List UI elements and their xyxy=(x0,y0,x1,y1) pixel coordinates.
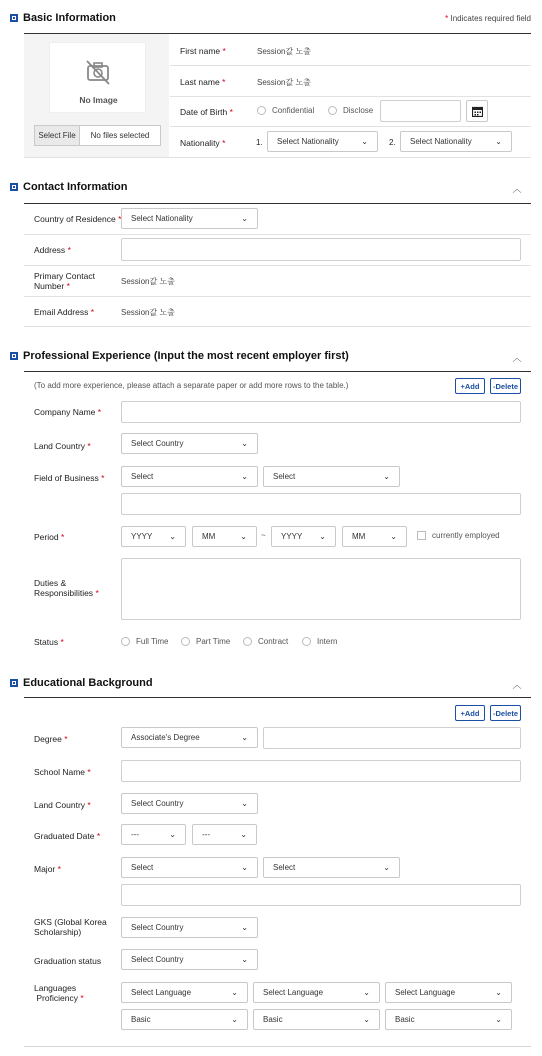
email-label: Email Address * xyxy=(34,307,95,317)
status-label: Status * xyxy=(34,637,64,647)
country-residence-select[interactable]: Select Nationality ⌄ xyxy=(121,208,258,229)
chevron-down-icon: ⌄ xyxy=(383,863,390,872)
edu-land-country-select[interactable]: Select Country ⌄ xyxy=(121,793,258,814)
degree-select[interactable]: Associate's Degree ⌄ xyxy=(121,727,258,748)
major-input[interactable] xyxy=(121,884,521,906)
chevron-down-icon: ⌄ xyxy=(363,988,370,997)
collapse-experience-icon[interactable]: ︿ xyxy=(512,353,522,363)
collapse-education-icon[interactable]: ︿ xyxy=(512,680,522,690)
company-name-label: Company Name * xyxy=(34,407,102,417)
no-image-icon xyxy=(83,57,113,87)
chevron-down-icon: ⌄ xyxy=(241,439,248,448)
period-end-year-select[interactable]: YYYY ⌄ xyxy=(271,526,336,547)
language-select-2[interactable]: Select Language ⌄ xyxy=(253,982,380,1003)
language-level-select-1[interactable]: Basic ⌄ xyxy=(121,1009,248,1030)
section-title-contact: Contact Information xyxy=(10,181,128,193)
language-select-1[interactable]: Select Language ⌄ xyxy=(121,982,248,1003)
gks-select[interactable]: Select Country ⌄ xyxy=(121,917,258,938)
chevron-down-icon: ⌄ xyxy=(241,863,248,872)
field-business-select-1[interactable]: Select ⌄ xyxy=(121,466,258,487)
duties-label: Duties & Responsibilities * xyxy=(34,578,99,598)
status-radio-contract[interactable]: Contract xyxy=(243,637,288,646)
field-business-input[interactable] xyxy=(121,493,521,515)
file-name-field: No files selected xyxy=(79,125,161,146)
graduation-status-select[interactable]: Select Country ⌄ xyxy=(121,949,258,970)
period-start-month-select[interactable]: MM ⌄ xyxy=(192,526,257,547)
delete-education-button[interactable]: -Delete xyxy=(490,705,521,721)
period-label: Period * xyxy=(34,532,65,542)
currently-employed-checkbox[interactable]: currently employed xyxy=(417,531,500,540)
first-name-label: First name * xyxy=(180,46,226,56)
section-square-icon xyxy=(10,352,18,360)
chevron-down-icon: ⌄ xyxy=(361,137,368,146)
status-radio-full-time[interactable]: Full Time xyxy=(121,637,168,646)
degree-input[interactable] xyxy=(263,727,521,749)
chevron-down-icon: ⌄ xyxy=(495,137,502,146)
email-value: Session값 노출 xyxy=(121,308,175,317)
degree-label: Degree * xyxy=(34,734,68,744)
nationality-num-2: 2. xyxy=(389,138,396,147)
required-note: * Indicates required field xyxy=(445,14,531,23)
experience-note: (To add more experience, please attach a separate paper or add more rows to the table.) xyxy=(34,381,349,390)
section-square-icon xyxy=(10,679,18,687)
chevron-down-icon: ⌄ xyxy=(383,472,390,481)
address-input[interactable] xyxy=(121,238,521,261)
nationality-num-1: 1. xyxy=(256,138,263,147)
last-name-label: Last name * xyxy=(180,77,226,87)
section-square-icon xyxy=(10,183,18,191)
chevron-down-icon: ⌄ xyxy=(241,472,248,481)
nationality-label: Nationality * xyxy=(180,138,226,148)
graduation-status-label: Graduation status xyxy=(34,956,102,966)
calendar-button[interactable] xyxy=(466,100,488,122)
chevron-down-icon: ⌄ xyxy=(319,532,326,541)
dob-radio-disclose[interactable]: Disclose xyxy=(328,106,373,115)
dob-radio-confidential[interactable]: Confidential xyxy=(257,106,314,115)
exp-land-country-select[interactable]: Select Country ⌄ xyxy=(121,433,258,454)
chevron-down-icon: ⌄ xyxy=(495,988,502,997)
phone-value: Session값 노출 xyxy=(121,277,175,286)
collapse-contact-icon[interactable]: ︿ xyxy=(512,184,522,194)
major-label: Major * xyxy=(34,864,61,874)
section-title-basic: Basic Information xyxy=(10,12,116,24)
delete-experience-button[interactable]: -Delete xyxy=(490,378,521,394)
school-name-label: School Name * xyxy=(34,767,91,777)
chevron-down-icon: ⌄ xyxy=(363,1015,370,1024)
language-level-select-3[interactable]: Basic ⌄ xyxy=(385,1009,512,1030)
chevron-down-icon: ⌄ xyxy=(169,830,176,839)
language-level-select-2[interactable]: Basic ⌄ xyxy=(253,1009,380,1030)
chevron-down-icon: ⌄ xyxy=(231,1015,238,1024)
field-business-select-2[interactable]: Select ⌄ xyxy=(263,466,400,487)
period-start-year-select[interactable]: YYYY ⌄ xyxy=(121,526,186,547)
period-end-month-select[interactable]: MM ⌄ xyxy=(342,526,407,547)
select-file-button[interactable]: Select File xyxy=(34,125,80,146)
major-select-1[interactable]: Select ⌄ xyxy=(121,857,258,878)
major-select-2[interactable]: Select ⌄ xyxy=(263,857,400,878)
exp-land-country-label: Land Country * xyxy=(34,441,91,451)
photo-placeholder[interactable] xyxy=(49,42,146,113)
calendar-icon xyxy=(472,106,483,117)
language-select-3[interactable]: Select Language ⌄ xyxy=(385,982,512,1003)
company-name-input[interactable] xyxy=(121,401,521,423)
nationality-select-2[interactable]: Select Nationality ⌄ xyxy=(400,131,512,152)
chevron-down-icon: ⌄ xyxy=(390,532,397,541)
graduated-date-label: Graduated Date * xyxy=(34,831,101,841)
add-experience-button[interactable]: +Add xyxy=(455,378,485,394)
country-residence-label: Country of Residence * xyxy=(34,214,122,224)
status-radio-part-time[interactable]: Part Time xyxy=(181,637,230,646)
graduated-year-select[interactable]: --- ⌄ xyxy=(121,824,186,845)
chevron-down-icon: ⌄ xyxy=(169,532,176,541)
chevron-down-icon: ⌄ xyxy=(241,923,248,932)
chevron-down-icon: ⌄ xyxy=(495,1015,502,1024)
chevron-down-icon: ⌄ xyxy=(241,214,248,223)
duties-textarea[interactable] xyxy=(121,558,521,620)
gks-label: GKS (Global Korea Scholarship) xyxy=(34,917,107,937)
section-square-icon xyxy=(10,14,18,22)
chevron-down-icon: ⌄ xyxy=(231,988,238,997)
field-business-label: Field of Business * xyxy=(34,473,105,483)
section-title-education: Educational Background xyxy=(10,677,153,689)
graduated-month-select[interactable]: --- ⌄ xyxy=(192,824,257,845)
edu-land-country-label: Land Country * xyxy=(34,800,91,810)
chevron-down-icon: ⌄ xyxy=(240,830,247,839)
school-name-input[interactable] xyxy=(121,760,521,782)
chevron-down-icon: ⌄ xyxy=(241,799,248,808)
address-label: Address * xyxy=(34,245,71,255)
dob-date-input[interactable] xyxy=(380,100,461,122)
chevron-down-icon: ⌄ xyxy=(241,955,248,964)
no-image-label: No Image xyxy=(79,95,118,105)
chevron-down-icon: ⌄ xyxy=(241,733,248,742)
period-separator: ~ xyxy=(261,531,266,540)
phone-label: Primary Contact Number * xyxy=(34,271,95,291)
status-radio-intern[interactable]: Intern xyxy=(302,637,337,646)
add-education-button[interactable]: +Add xyxy=(455,705,485,721)
section-title-experience: Professional Experience (Input the most recent employer first) xyxy=(10,350,349,362)
last-name-value: Session값 노출 xyxy=(257,78,311,87)
dob-label: Date of Birth * xyxy=(180,107,233,117)
nationality-select-1[interactable]: Select Nationality ⌄ xyxy=(267,131,378,152)
languages-label: Languages Proficiency * xyxy=(34,983,84,1003)
chevron-down-icon: ⌄ xyxy=(240,532,247,541)
first-name-value: Session값 노출 xyxy=(257,47,311,56)
